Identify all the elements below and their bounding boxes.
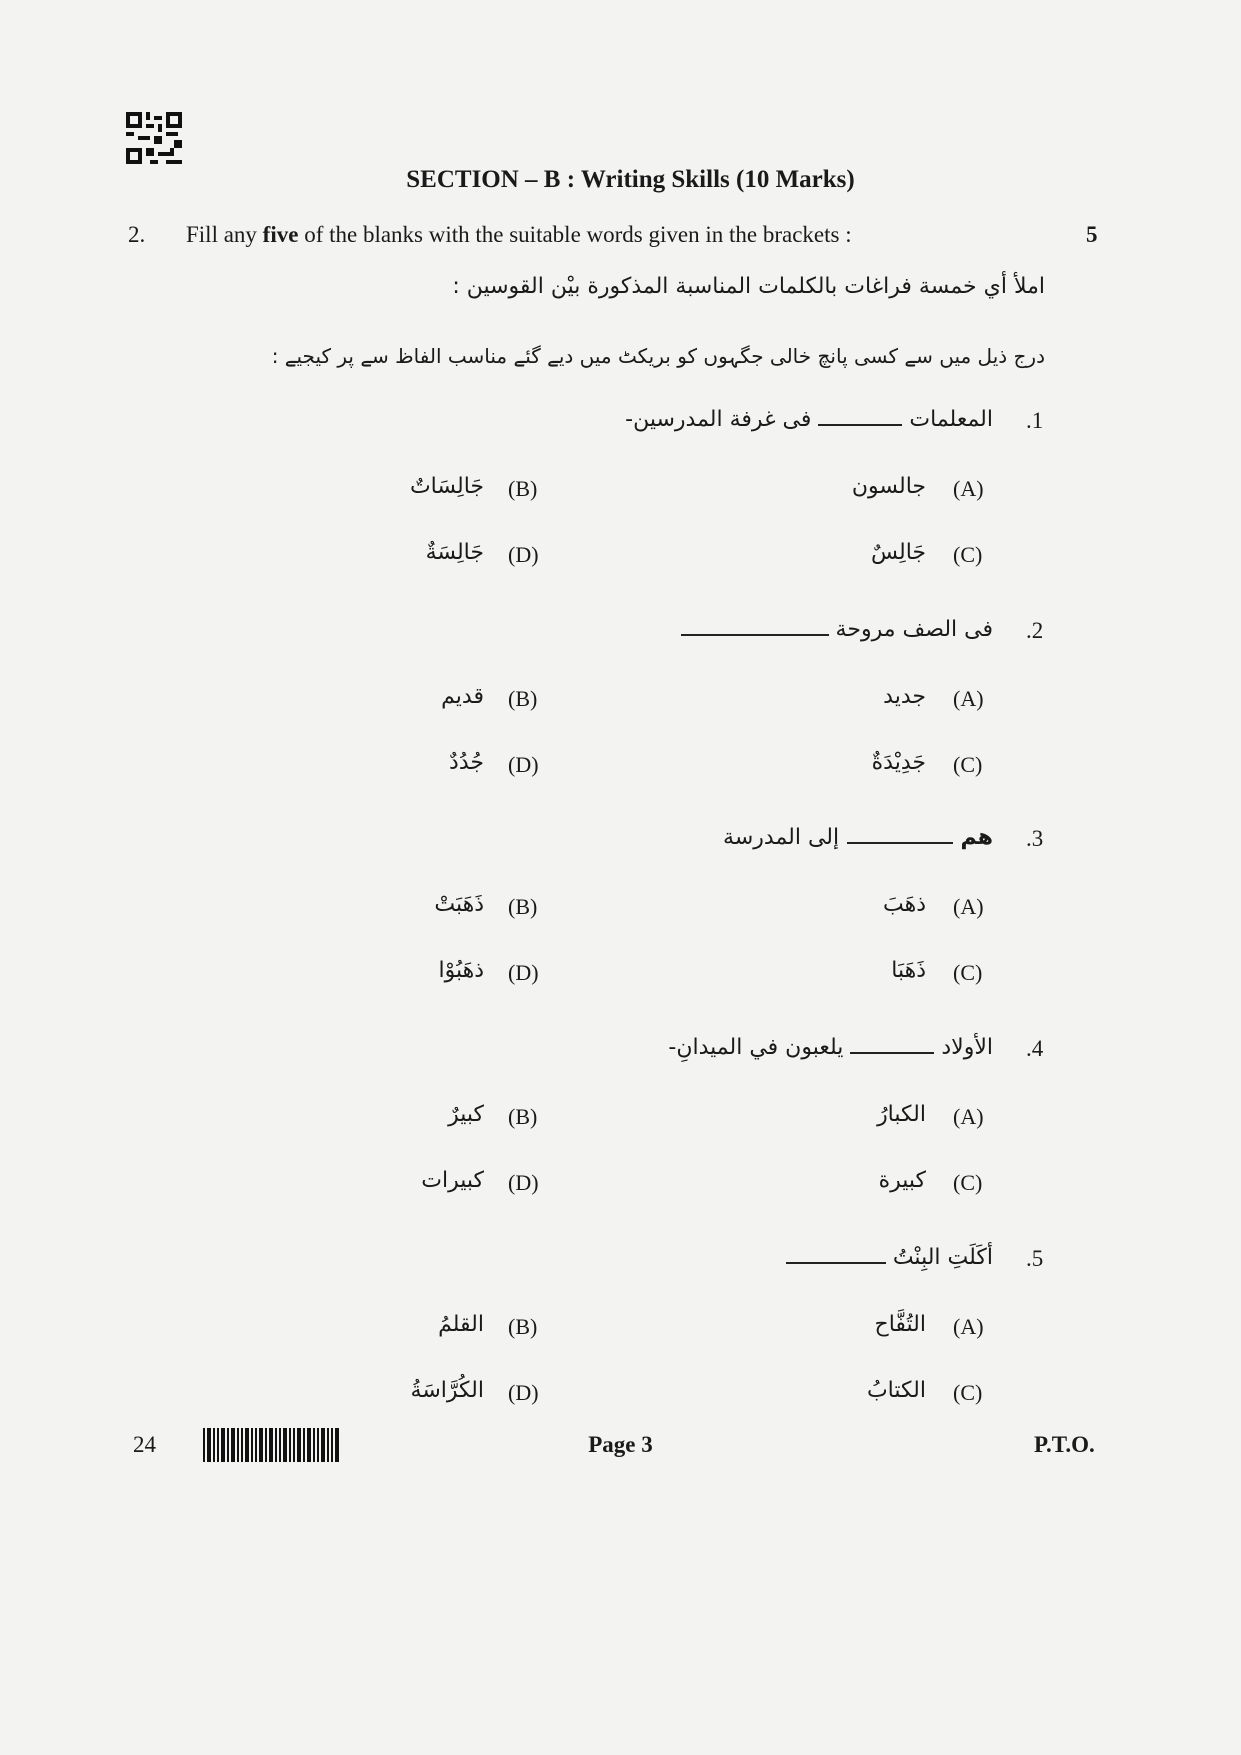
option-b-label: (B)	[508, 894, 538, 919]
answer-blank	[847, 824, 953, 844]
option-d-text: الكُرَّاسَةُ	[410, 1378, 484, 1403]
option-a-label: (A)	[953, 476, 984, 501]
item-sentence: المعلمات فی غرفة المدرسین-	[625, 407, 993, 432]
option-c-label: (C)	[953, 542, 983, 567]
item-number: .1	[1026, 408, 1044, 433]
option-c-text: جَدِيْدَةٌ	[871, 750, 926, 775]
option-c-text: جَالِسٌ	[870, 540, 926, 565]
qr-code-icon	[126, 112, 182, 164]
option-d-label: (D)	[508, 752, 539, 777]
option-a-text: ذهَبَ	[882, 892, 926, 917]
item-number: .4	[1026, 1036, 1044, 1061]
question-number: 2.	[128, 222, 146, 247]
question-instruction: Fill any five of the blanks with the suitable words given in the brackets :	[186, 222, 852, 247]
option-b-text: ذَهَبَتْ	[434, 892, 484, 917]
item-sentence: الأولاد يلعبون في الميدانِ-	[668, 1035, 993, 1060]
option-a-label: (A)	[953, 1104, 984, 1129]
option-a-label: (A)	[953, 1314, 984, 1339]
option-a-text: التُفَّاح	[874, 1312, 926, 1337]
paper-code: 24	[133, 1432, 156, 1457]
option-b-text: القلمُ	[438, 1312, 484, 1337]
option-a-label: (A)	[953, 686, 984, 711]
option-a-text: جالسون	[851, 474, 926, 499]
option-c-text: ذَهَبَا	[891, 958, 926, 983]
option-b-text: كبيرٌ	[448, 1102, 484, 1127]
option-c-label: (C)	[953, 752, 983, 777]
option-d-text: ذهَبُوْا	[438, 958, 484, 983]
option-b-text: جَالِسَاتٌ	[409, 474, 484, 499]
option-c-text: كبيرة	[878, 1168, 926, 1193]
option-b-text: قديم	[441, 684, 484, 709]
answer-blank	[786, 1244, 886, 1264]
option-d-label: (D)	[508, 1170, 539, 1195]
arabic-instruction: املأ أي خمسة فراغات بالكلمات المناسبة المذكورة بيْن القوسين :	[452, 274, 1045, 299]
option-c-label: (C)	[953, 1380, 983, 1405]
option-a-text: الكبارُ	[877, 1102, 926, 1127]
option-d-text: كبيرات	[421, 1168, 484, 1193]
option-c-label: (C)	[953, 960, 983, 985]
answer-blank	[850, 1034, 934, 1054]
option-c-text: الكتابُ	[866, 1378, 926, 1403]
question-marks: 5	[1086, 222, 1098, 247]
page-number: Page 3	[588, 1432, 653, 1457]
option-a-label: (A)	[953, 894, 984, 919]
option-b-label: (B)	[508, 1314, 538, 1339]
option-d-label: (D)	[508, 1380, 539, 1405]
option-b-label: (B)	[508, 1104, 538, 1129]
please-turn-over: P.T.O.	[1034, 1432, 1095, 1457]
instruction-emphasis: five	[262, 222, 299, 247]
item-sentence: هم إلى المدرسة	[723, 825, 993, 850]
item-sentence: أكَلَتِ البِنْتُ	[786, 1244, 993, 1270]
item-number: .2	[1026, 618, 1044, 643]
urdu-instruction: درج ذیل میں سے کسی پانچ خالی جگہوں کو بریکٹ میں دیے گئے مناسب الفاظ سے پر کیجیے :	[271, 344, 1045, 368]
item-number: .3	[1026, 826, 1044, 851]
answer-blank	[818, 406, 902, 426]
section-heading: SECTION – B : Writing Skills (10 Marks)	[406, 166, 855, 193]
option-a-text: جديد	[883, 684, 926, 709]
option-d-label: (D)	[508, 960, 539, 985]
option-b-label: (B)	[508, 476, 538, 501]
option-b-label: (B)	[508, 686, 538, 711]
item-number: .5	[1026, 1246, 1044, 1271]
answer-blank	[681, 616, 829, 636]
option-d-text: جَالِسَةٌ	[425, 540, 484, 565]
option-d-text: جُدُدٌ	[449, 750, 484, 775]
option-c-label: (C)	[953, 1170, 983, 1195]
item-sentence: فی الصف مروحة	[681, 616, 993, 642]
option-d-label: (D)	[508, 542, 539, 567]
